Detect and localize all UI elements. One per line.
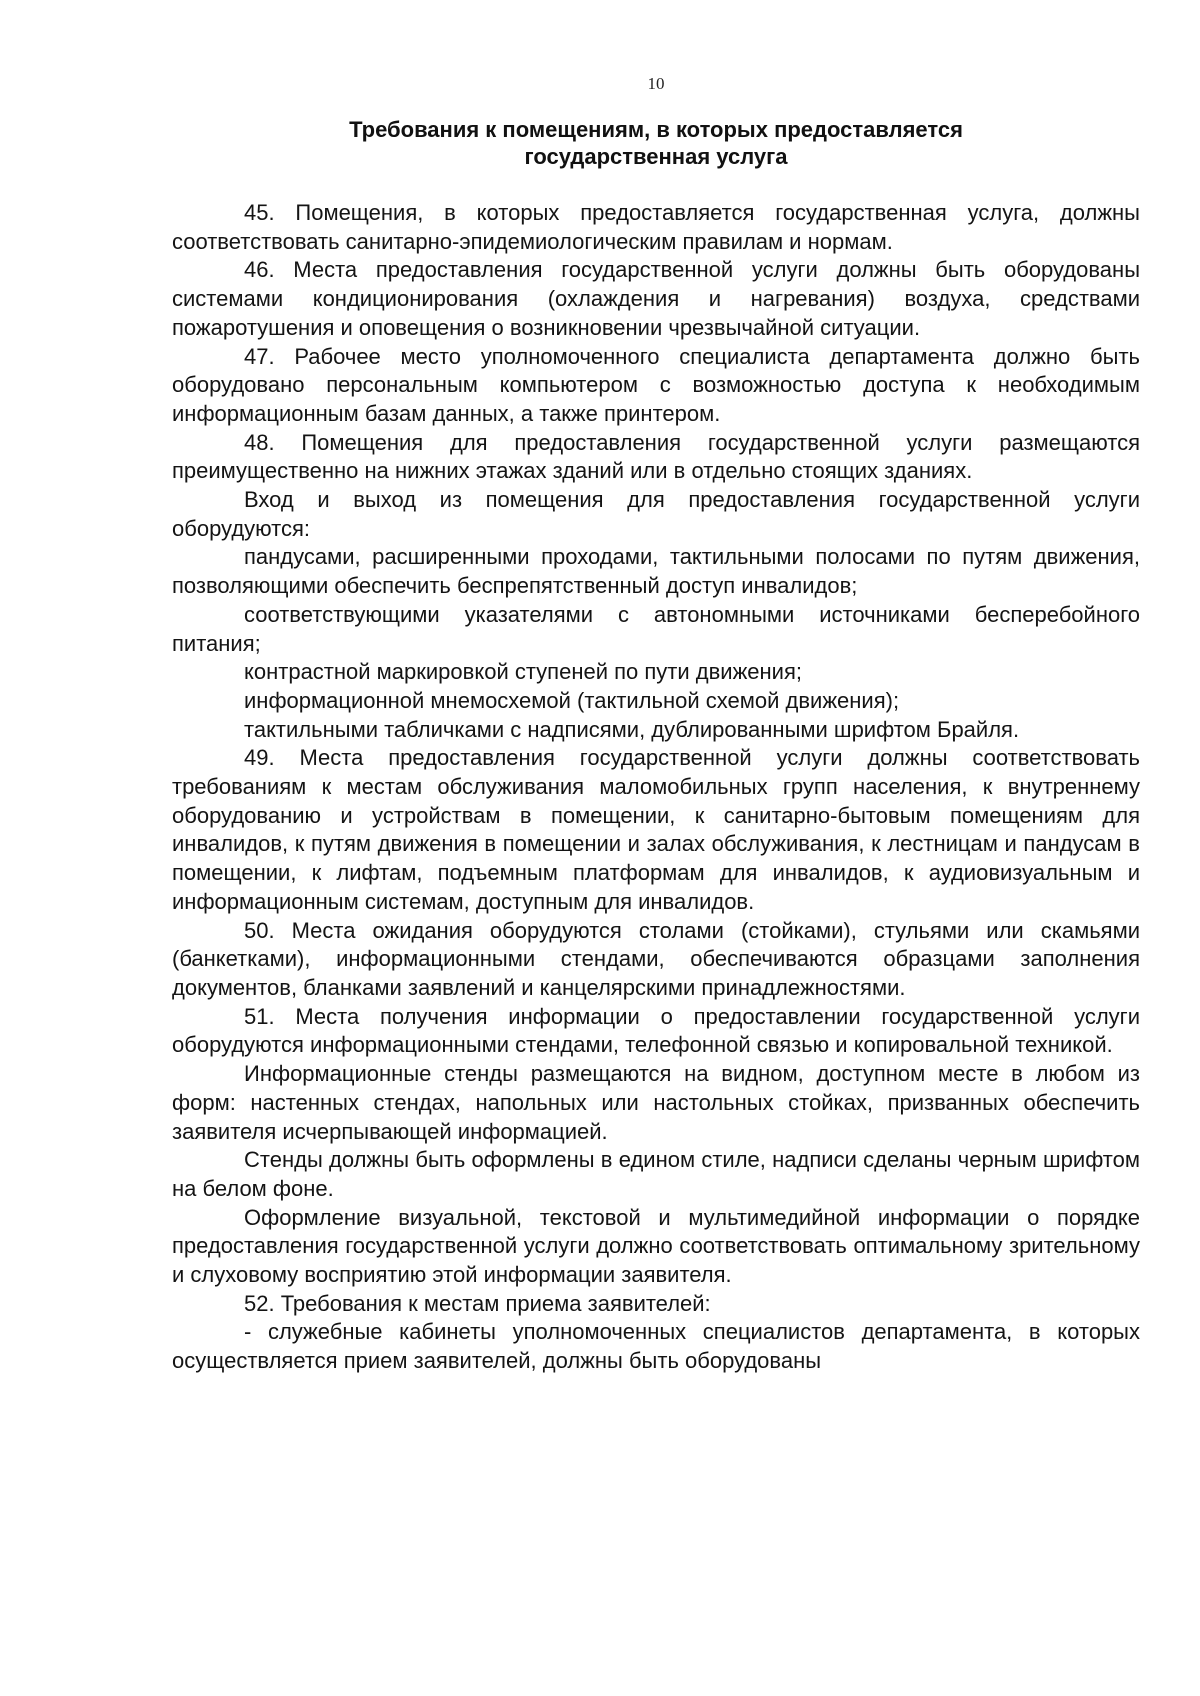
list-item-braille-plates: тактильными табличками с надписями, дублированными шрифтом Брайля. — [244, 716, 1020, 742]
document-body — [172, 199, 1140, 1376]
paragraph-stand-style: Стенды должны быть оформлены в едином стиле, надписи сделаны черным шрифтом на белом фоне. — [172, 1147, 1140, 1201]
section-heading — [0, 116, 1200, 170]
paragraph-info-design: Оформление визуальной, текстовой и мультимедийной информации о порядке предоставления государственной услуги должно соответствовать оптимальному зрительному и слуховому восприятию этой информации заявителя. — [172, 1204, 1140, 1288]
paragraph-entrance: Вход и выход из помещения для предоставления государственной услуги оборудуются: — [172, 487, 1140, 541]
paragraph-52: 52. Требования к местам приема заявителей: — [244, 1290, 711, 1316]
list-item-mnemonic-scheme: информационной мнемосхемой (тактильной схемой движения); — [244, 687, 900, 713]
page-number: 10 — [647, 74, 665, 93]
paragraph-46: 46. Места предоставления государственной услуги должны быть оборудованы системами кондиционирования (охлаждения и нагревания) воздуха, средствами пожаротушения и оповещения о возникновении чрезвычайной ситуации. — [172, 257, 1140, 340]
list-item-ramps: пандусами, расширенными проходами, тактильными полосами по путям движения, позволяющими обеспечить беспрепятственный доступ инвалидов; — [172, 544, 1140, 599]
paragraph-47: 47. Рабочее место уполномоченного специалиста департамента должно быть оборудовано персональным компьютером с возможностью доступа к необходимым информационным базам данных, а также принтером. — [172, 343, 1140, 426]
list-item-signs: соответствующими указателями с автономными источниками бесперебойного питания; — [172, 601, 1140, 656]
section-heading-line-1: Требования к помещениям, в которых предоставляется — [349, 117, 963, 142]
paragraph-48: 48. Помещения для предоставления государственной услуги размещаются преимущественно на нижних этажах зданий или в отдельно стоящих зданиях. — [172, 429, 1140, 484]
paragraph-50: 50. Места ожидания оборудуются столами (стойками), стульями или скамьями (банкетками), информационными стендами, обеспечиваются образцами заполнения документов, бланками заявлений и канцелярскими принадлежностями. — [172, 917, 1140, 1000]
paragraph-49: 49. Места предоставления государственной услуги должны соответствовать требованиям к местам обслуживания маломобильных групп населения, к внутреннему оборудованию и устройствам в помещении, к санитарно-бытовым помещениям для инвалидов, к путям движения в помещении и залах обслуживания, к лестницам и пандусам в помещении, к лифтам, подъемным платформам для инвалидов, к аудиовизуальным и информационным системам, доступным для инвалидов. — [172, 745, 1140, 914]
paragraph-51: 51. Места получения информации о предоставлении государственной услуги оборудуются информационными стендами, телефонной связью и копировальной техникой. — [172, 1003, 1140, 1058]
paragraph-45: 45. Помещения, в которых предоставляется государственная услуга, должны соответствовать санитарно-эпидемиологическим правилам и нормам. — [172, 200, 1140, 254]
list-item-contrast-marking: контрастной маркировкой ступеней по пути движения; — [244, 659, 802, 685]
section-heading-line-2: государственная услуга — [524, 144, 788, 169]
paragraph-info-stands: Информационные стенды размещаются на видном, доступном месте в любом из форм: настенных стендах, напольных или настольных стойках, призванных обеспечить заявителя исчерпывающей информацией. — [172, 1061, 1140, 1144]
paragraph-offices: - служебные кабинеты уполномоченных специалистов департамента, в которых осуществляется прием заявителей, должны быть оборудованы — [172, 1319, 1140, 1374]
